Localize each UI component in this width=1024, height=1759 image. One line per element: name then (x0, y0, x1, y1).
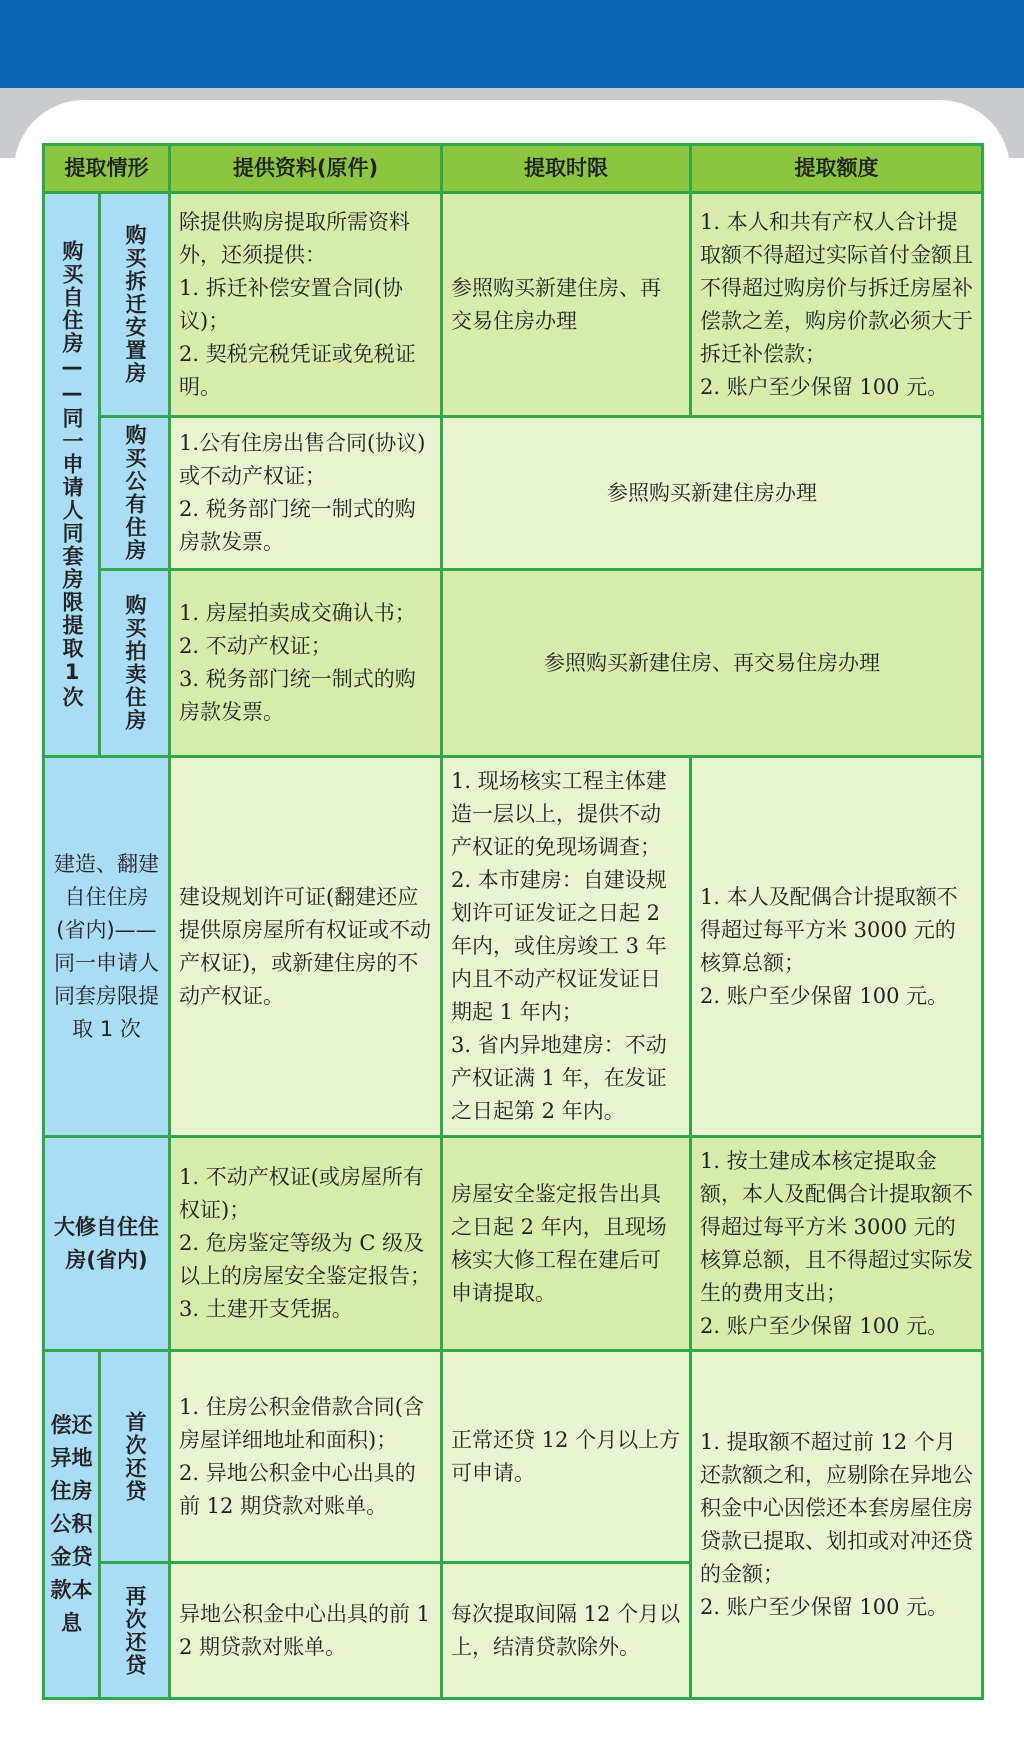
group-buy-text: 购买自住房——同一申请人同套房限提取1次 (60, 240, 84, 709)
row-label (100, 1351, 170, 1563)
amount-cell: 1. 按土建成本核定提取金额，本人及配偶合计提取额不得超过每平方米 3000 元的核算总额，且不得超过实际发生的费用支出； 2. 账户至少保留 100 元。 (691, 1137, 983, 1351)
table-header-row (44, 145, 983, 193)
row-label: 大修自住住房(省内) (44, 1137, 170, 1351)
time-cell: 正常还贷 12 个月以上方可申请。 (442, 1351, 691, 1563)
table-row (44, 193, 983, 417)
amount-cell: 1. 本人及配偶合计提取额不得超过每平方米 3000 元的核算总额； 2. 账户至少保留 100 元。 (691, 757, 983, 1137)
row-label (100, 570, 170, 757)
materials-cell: 1. 房屋拍卖成交确认书； 2. 不动产权证； 3. 税务部门统一制式的购房款发票。 (170, 570, 442, 757)
header-time: 提取时限 (442, 145, 691, 193)
row-label (100, 1563, 170, 1699)
row-label: 建造、翻建自住住房(省内)——同一申请人同套房限提取 1 次 (44, 757, 170, 1137)
materials-cell: 建设规划许可证(翻建还应提供原房屋所有权证或不动产权证)，或新建住房的不动产权证。 (170, 757, 442, 1137)
time-cell: 房屋安全鉴定报告出具之日起 2 年内，且现场核实大修工程在建后可申请提取。 (442, 1137, 691, 1351)
table-row (44, 417, 983, 570)
group-buy-label (44, 193, 100, 757)
amount-cell: 1. 提取额不超过前 12 个月还款额之和，应剔除在异地公积金中心因偿还本套房屋住房贷款已提取、划扣或对冲还贷的金额； 2. 账户至少保留 100 元。 (691, 1351, 983, 1699)
time-cell: 1. 现场核实工程主体建造一层以上，提供不动产权证的免现场调查； 2. 本市建房：自建设规划许可证发证之日起 2 年内，或住房竣工 3 年内且不动产权证发证日期起 1 年内； 3. 省内异地建房：不动产权证满 1 年，在发证之日起第 2 年内。 (442, 757, 691, 1137)
row-label-text: 购买拍卖住房 (123, 594, 147, 732)
materials-cell: 除提供购房提取所需资料外，还须提供： 1. 拆迁补偿安置合同(协议)； 2. 契税完税凭证或免税证明。 (170, 193, 442, 417)
table-row (44, 1351, 983, 1563)
merged-cell: 参照购买新建住房、再交易住房办理 (442, 570, 983, 757)
materials-cell: 1. 不动产权证(或房屋所有权证)； 2. 危房鉴定等级为 C 级及以上的房屋安全鉴定报告； 3. 土建开支凭据。 (170, 1137, 442, 1351)
withdrawal-table (42, 143, 984, 1700)
row-label-text: 首次还贷 (123, 1410, 147, 1503)
time-cell: 参照购买新建住房、再交易住房办理 (442, 193, 691, 417)
table-row (44, 570, 983, 757)
header-materials: 提供资料(原件) (170, 145, 442, 193)
row-label-text: 购买拆迁安置房 (123, 224, 147, 385)
materials-cell: 1.公有住房出售合同(协议)或不动产权证； 2. 税务部门统一制式的购房款发票。 (170, 417, 442, 570)
row-label (100, 417, 170, 570)
time-cell: 每次提取间隔 12 个月以上，结清贷款除外。 (442, 1563, 691, 1699)
merged-cell: 参照购买新建住房办理 (442, 417, 983, 570)
top-banner (0, 0, 1024, 88)
header-situation: 提取情形 (44, 145, 170, 193)
row-label-text: 购买公有住房 (123, 424, 147, 562)
group-loan-label: 偿还异地住房公积金贷款本息 (44, 1351, 100, 1699)
row-label-text: 再次还贷 (123, 1584, 147, 1677)
table-row (44, 1137, 983, 1351)
row-label (100, 193, 170, 417)
table-row (44, 757, 983, 1137)
header-amount: 提取额度 (691, 145, 983, 193)
materials-cell: 异地公积金中心出具的前 12 期贷款对账单。 (170, 1563, 442, 1699)
amount-cell: 1. 本人和共有产权人合计提取额不得超过实际首付金额且不得超过购房价与拆迁房屋补偿款之差，购房价款必须大于拆迁补偿款； 2. 账户至少保留 100 元。 (691, 193, 983, 417)
materials-cell: 1. 住房公积金借款合同(含房屋详细地址和面积)； 2. 异地公积金中心出具的前 12 期贷款对账单。 (170, 1351, 442, 1563)
